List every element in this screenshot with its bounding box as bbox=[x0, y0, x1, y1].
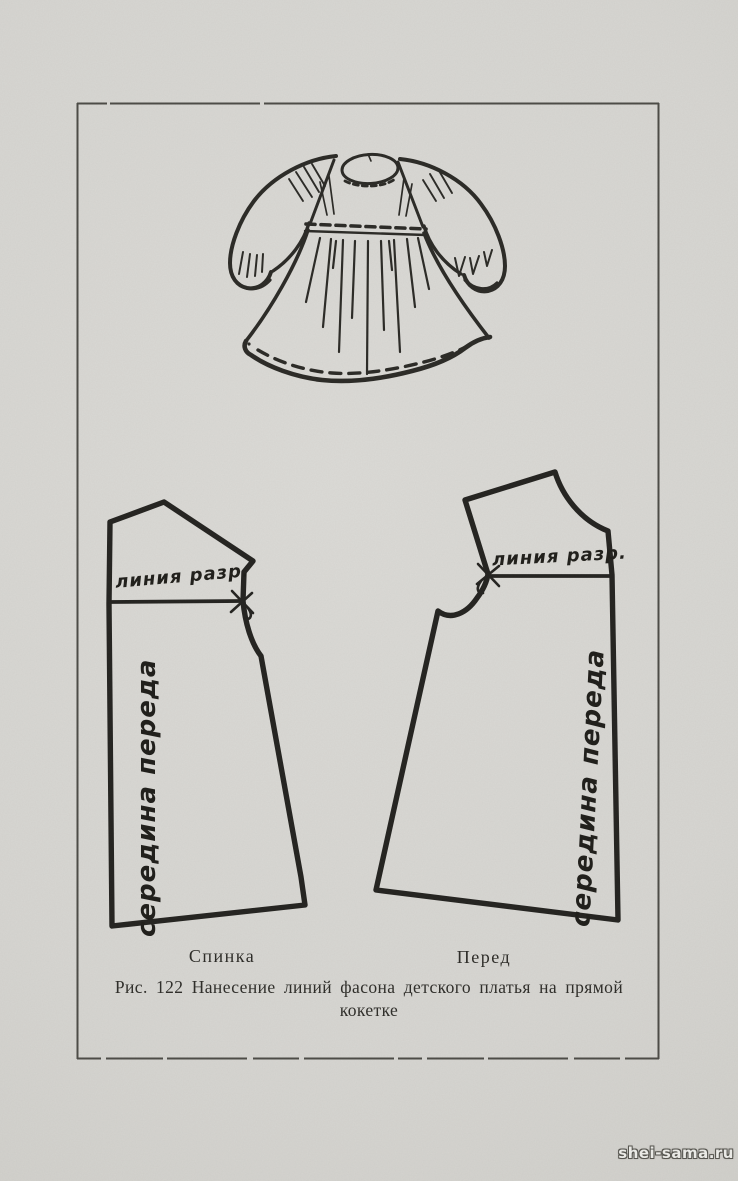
back-piece-name: Спинка bbox=[188, 946, 256, 966]
back-yoke-cut-line bbox=[110, 601, 242, 602]
front-piece-name: Перед bbox=[456, 947, 512, 967]
dress-illustration bbox=[230, 153, 505, 381]
front-cut-line-label: линия разр. bbox=[491, 542, 628, 571]
back-center-front-label: середина переда bbox=[132, 658, 162, 937]
front-center-front-label: середина переда bbox=[566, 647, 611, 928]
figure-caption-line2: кокетке bbox=[339, 1000, 399, 1020]
figure-caption-line1: Рис. 122 Нанесение линий фасона детского платья на прямой bbox=[114, 977, 624, 997]
back-cut-line-label: линия разр. bbox=[114, 560, 251, 593]
site-watermark: shei-sama.ru bbox=[618, 1144, 734, 1162]
